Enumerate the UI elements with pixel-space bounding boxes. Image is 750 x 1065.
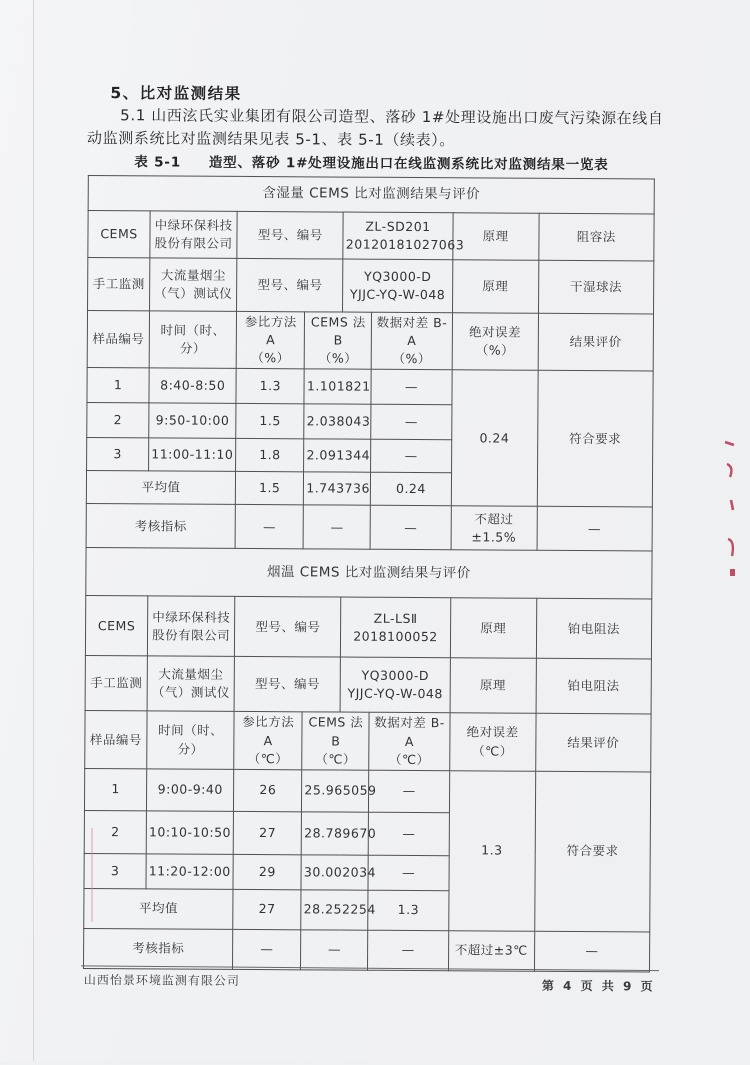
s1-assessment-diff: — — [371, 506, 451, 550]
table-row — [88, 176, 654, 214]
s1-sample2-ref: 1.5 — [236, 404, 304, 439]
s2-cems-vendor: 中绿环保科技 股份有限公司 — [148, 596, 236, 657]
s1-manual-role: 手工监测 — [88, 258, 150, 311]
comparison-results-table — [83, 175, 655, 972]
footer-company: 山西怡景环境监测有限公司 — [83, 972, 240, 988]
s1-assessment-limit: 不超过±1.5% — [451, 506, 537, 551]
s1-sample1-cems: 1.101821 — [304, 369, 371, 404]
s2-manual-principle-label: 原理 — [450, 658, 536, 714]
table-caption-label: 表 5-1 — [134, 154, 181, 171]
s2-manual-role: 手工监测 — [85, 656, 147, 711]
s1-col-result: 结果评价 — [538, 313, 654, 371]
s1-col-cems: CEMS 法 B （%） — [305, 312, 372, 370]
table-header-row — [87, 311, 653, 372]
red-pen-marks — [718, 434, 750, 584]
s1-evaluation: 符合要求 — [537, 371, 653, 508]
table-row — [86, 548, 652, 599]
s1-sample3-time: 11:00-11:10 — [149, 438, 236, 472]
s1-cems-model-value: ZL-SD201 20120181027063 — [343, 212, 452, 260]
s1-average-ref: 1.5 — [236, 472, 304, 505]
s2-col-cems: CEMS 法 B （℃） — [302, 712, 369, 770]
s1-manual-principle-value: 干湿球法 — [538, 260, 654, 314]
s1-cems-role: CEMS — [88, 211, 150, 258]
s2-cems-principle-label: 原理 — [450, 598, 537, 659]
s1-manual-vendor: 大流量烟尘 （气）测试仪 — [150, 258, 237, 312]
s2-assessment-diff: — — [368, 930, 448, 970]
s1-sample3-cems: 2.091344 — [304, 439, 371, 472]
table-row — [87, 368, 653, 406]
s2-col-ref: 参比方法 A （℃） — [234, 712, 302, 770]
s2-assessment-label: 考核指标 — [84, 928, 233, 969]
table-row — [88, 211, 654, 261]
s1-sample1-time: 8:40-8:50 — [149, 368, 236, 404]
s1-sample2-no: 2 — [87, 403, 149, 438]
table-row — [84, 768, 650, 813]
s1-sample2-cems: 2.038043 — [304, 404, 371, 439]
s2-average-cems: 28.252254 — [301, 890, 368, 930]
s1-sample2-diff: — — [371, 405, 451, 440]
s2-assessment-cems: — — [301, 930, 368, 970]
s2-col-result: 结果评价 — [535, 714, 651, 772]
s1-average-label: 平均值 — [86, 471, 235, 505]
s2-sample1-cems: 25.965059 — [302, 770, 369, 812]
s2-manual-vendor: 大流量烟尘 （气）测试仪 — [147, 656, 234, 712]
s1-manual-model-value: YQ3000-D YJJC-YQ-W-048 — [343, 259, 452, 313]
s2-col-sample: 样品编号 — [85, 711, 147, 769]
s1-assessment-cems: — — [303, 505, 370, 549]
s2-assessment-limit: 不超过±3℃ — [448, 930, 534, 971]
table-caption-title: 造型、落砂 1#处理设施出口在线监测系统比对监测结果一览表 — [208, 154, 609, 174]
s1-col-diff: 数据对差 B-A （%） — [372, 312, 452, 370]
s1-cems-principle-value: 阻容法 — [539, 213, 655, 261]
s1-sample1-no: 1 — [87, 368, 149, 403]
s2-sample3-cems: 30.002034 — [301, 855, 368, 890]
s1-manual-model-label: 型号、编号 — [237, 258, 343, 312]
s1-cems-principle-label: 原理 — [452, 213, 538, 261]
s1-cems-model-label: 型号、编号 — [237, 211, 343, 259]
s1-assessment-label: 考核指标 — [86, 504, 236, 549]
intro-paragraph: 5.1 山西泫氏实业集团有限公司造型、落砂 1#处理设施出口废气污染源在线自动监测系统比对监测结果见表 5-1、表 5-1（续表）。 — [87, 106, 664, 149]
s2-sample2-time: 10:10-10:50 — [146, 811, 233, 855]
s1-sample1-ref: 1.3 — [236, 369, 304, 404]
s1-sample3-no: 3 — [87, 438, 149, 471]
s2-evaluation: 符合要求 — [534, 771, 650, 932]
s2-sample2-diff: — — [369, 812, 449, 855]
s1-assessment-ref: — — [235, 505, 303, 549]
section2-title: 烟温 CEMS 比对监测结果与评价 — [86, 548, 652, 599]
s2-sample1-time: 9:00-9:40 — [147, 769, 234, 812]
section1-title: 含湿量 CEMS 比对监测结果与评价 — [88, 176, 654, 214]
s1-col-ref: 参比方法 A （%） — [236, 311, 304, 369]
s1-manual-principle-label: 原理 — [452, 260, 538, 314]
s2-sample3-ref: 29 — [233, 854, 301, 889]
s2-assessment-ref: — — [233, 929, 301, 969]
s2-sample2-cems: 28.789670 — [302, 812, 369, 855]
s2-average-diff: 1.3 — [368, 890, 448, 930]
table-row — [85, 656, 651, 714]
s2-average-ref: 27 — [233, 889, 301, 929]
s2-sample3-no: 3 — [84, 853, 146, 888]
s1-abs-error: 0.24 — [451, 370, 538, 507]
s2-manual-principle-value: 铂电阻法 — [536, 659, 652, 715]
footer-page-number: 第 4 页 共 9 页 — [541, 978, 656, 994]
s1-col-time: 时间（时、分） — [149, 311, 236, 369]
s2-assessment-result: — — [534, 931, 650, 972]
s2-cems-model-value: ZL-LSⅡ 2018100052 — [341, 597, 451, 658]
s1-sample1-diff: — — [371, 370, 451, 405]
s1-col-abs: 绝对误差 （%） — [452, 313, 538, 371]
s1-sample2-time: 9:50-10:00 — [149, 403, 236, 439]
s2-col-abs: 绝对误差 （℃） — [449, 713, 535, 771]
s2-manual-model-label: 型号、编号 — [234, 657, 341, 713]
s1-average-diff: 0.24 — [371, 473, 451, 506]
section-heading: 5、比对监测结果 — [110, 84, 242, 103]
s1-sample3-ref: 1.8 — [236, 439, 304, 472]
s2-sample3-diff: — — [368, 855, 448, 890]
s2-sample2-ref: 27 — [233, 811, 301, 854]
s1-assessment-result: — — [537, 507, 653, 552]
table-header-row — [85, 711, 651, 772]
s2-cems-principle-value: 铂电阻法 — [536, 599, 652, 660]
s2-sample3-time: 11:20-12:00 — [146, 854, 233, 890]
s2-sample2-no: 2 — [84, 810, 146, 853]
s1-cems-vendor: 中绿环保科技 股份有限公司 — [150, 211, 237, 259]
s2-sample1-ref: 26 — [234, 769, 302, 811]
s2-col-time: 时间（时、分） — [147, 711, 234, 769]
s2-sample1-no: 1 — [84, 768, 146, 810]
s1-average-cems: 1.743736 — [304, 472, 371, 505]
table-row — [88, 258, 654, 314]
s2-cems-role: CEMS — [85, 596, 147, 656]
s1-sample3-diff: — — [371, 440, 451, 473]
s2-average-label: 平均值 — [84, 888, 233, 929]
s1-col-sample: 样品编号 — [87, 311, 149, 369]
s2-manual-model-value: YQ3000-D YJJC-YQ-W-048 — [340, 657, 450, 713]
table-row — [86, 504, 652, 551]
s2-sample1-diff: — — [369, 770, 449, 812]
s2-cems-model-label: 型号、编号 — [235, 597, 342, 658]
scan-artifact-line — [91, 828, 93, 922]
table-caption — [88, 150, 655, 173]
s2-col-diff: 数据对差 B-A （℃） — [369, 713, 449, 771]
s2-abs-error: 1.3 — [448, 770, 535, 931]
table-row — [85, 596, 651, 659]
